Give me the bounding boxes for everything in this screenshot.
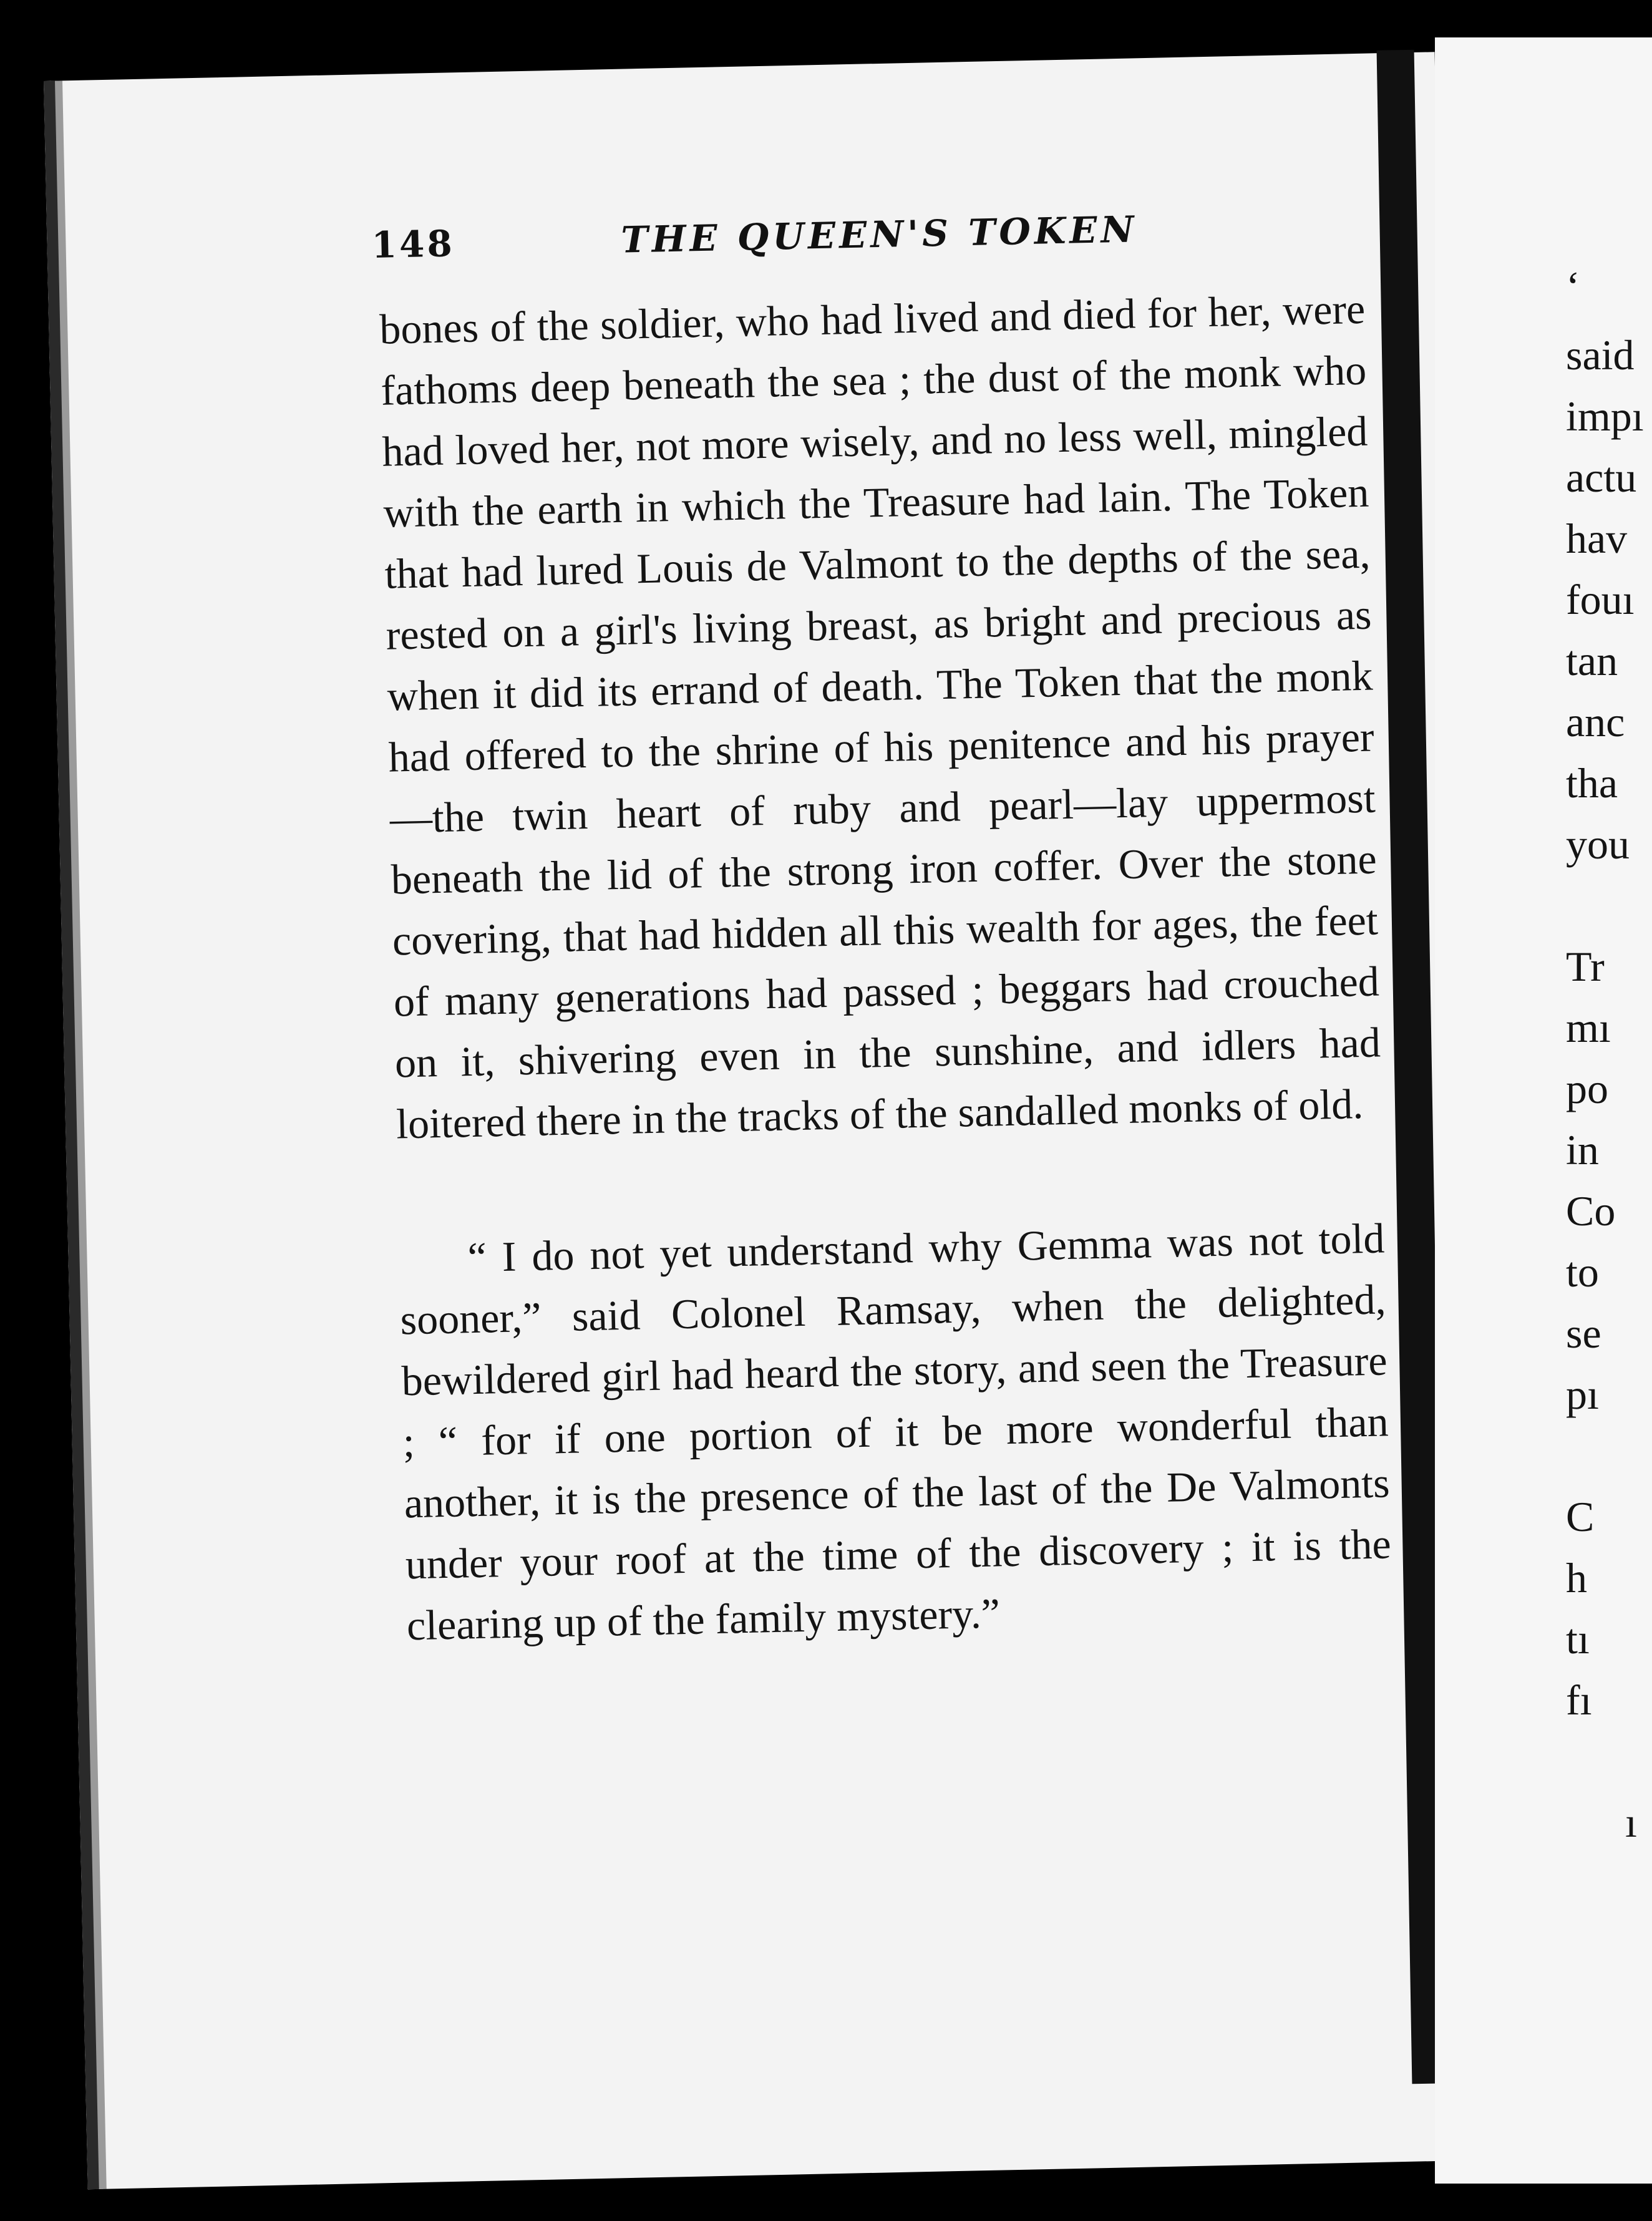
fragment-line: Tr <box>1566 943 1605 990</box>
fragment-top-mark: ‘ <box>1566 263 1580 310</box>
fragment-bottom-mark: ı <box>1625 1799 1637 1846</box>
fragment-group-1 <box>1566 324 1652 875</box>
fragment-line: said <box>1566 331 1635 379</box>
fragment-line: h <box>1566 1554 1587 1601</box>
fragment-line: pı <box>1566 1371 1599 1418</box>
fragment-line: C <box>1566 1493 1595 1540</box>
fragment-line: in <box>1566 1126 1599 1174</box>
running-header <box>371 202 1432 267</box>
fragment-line: mı <box>1566 1004 1611 1051</box>
fragment-line: hav <box>1566 515 1628 562</box>
paragraph-1: bones of the soldier, who had lived and died for her, were fathoms deep beneath the sea ; the dust of the monk who had loved her, not more wisely, and no less well, mingled with the earth in which the Treasure had lain. The Token that had lured Louis de Valmont to the depths of the sea, rested on a girl's living breast, as bright and precious as when it did its errand of death. The Token that the monk had offered to the shrine of his penitence and his prayer—the twin heart of ruby and pearl—lay uppermost beneath the lid of the strong iron coffer. Over the stone covering, that had hidden all this wealth for ages, the feet of many generations had passed ; beggars had crouched on it, shivering even in the sunshine, and idlers had loitered there in the tracks of the sandalled monks of old. <box>379 284 1381 1148</box>
fragment-line: Co <box>1566 1187 1616 1235</box>
page-body <box>379 278 1392 1656</box>
page-number: 148 <box>371 222 455 267</box>
fragment-line: fouı <box>1566 576 1635 623</box>
fragment-line: to <box>1566 1248 1599 1296</box>
fragment-line: tı <box>1566 1615 1590 1663</box>
fragment-line: anc <box>1566 698 1625 746</box>
fragment-line: impı <box>1566 392 1644 440</box>
fragment-group-2 <box>1566 936 1652 1425</box>
fragment-line: fı <box>1566 1676 1592 1724</box>
fragment-line: po <box>1566 1065 1608 1112</box>
left-book-page <box>44 52 1479 2189</box>
fragment-line: tan <box>1566 637 1618 684</box>
facing-page-text-fragments <box>1566 263 1652 1853</box>
fragment-line: actu <box>1566 454 1637 501</box>
fragment-line: se <box>1566 1310 1601 1357</box>
fragment-group-3 <box>1566 1486 1652 1731</box>
fragment-line: tha <box>1566 759 1618 807</box>
fragment-line: you <box>1566 820 1630 868</box>
running-title: THE QUEEN'S TOKEN <box>620 208 1139 261</box>
paragraph-2: “ I do not yet understand why Gemma was not told sooner,” said Colonel Ramsay, when the delighted, bewildered girl had heard the story, and seen the Treasure ; “ for if one portion of it be more wonderful than another, it is the presence of the last of the De Valmonts under your roof at the time of the discovery ; it is the clearing up of the family mystery.” <box>399 1214 1392 1650</box>
